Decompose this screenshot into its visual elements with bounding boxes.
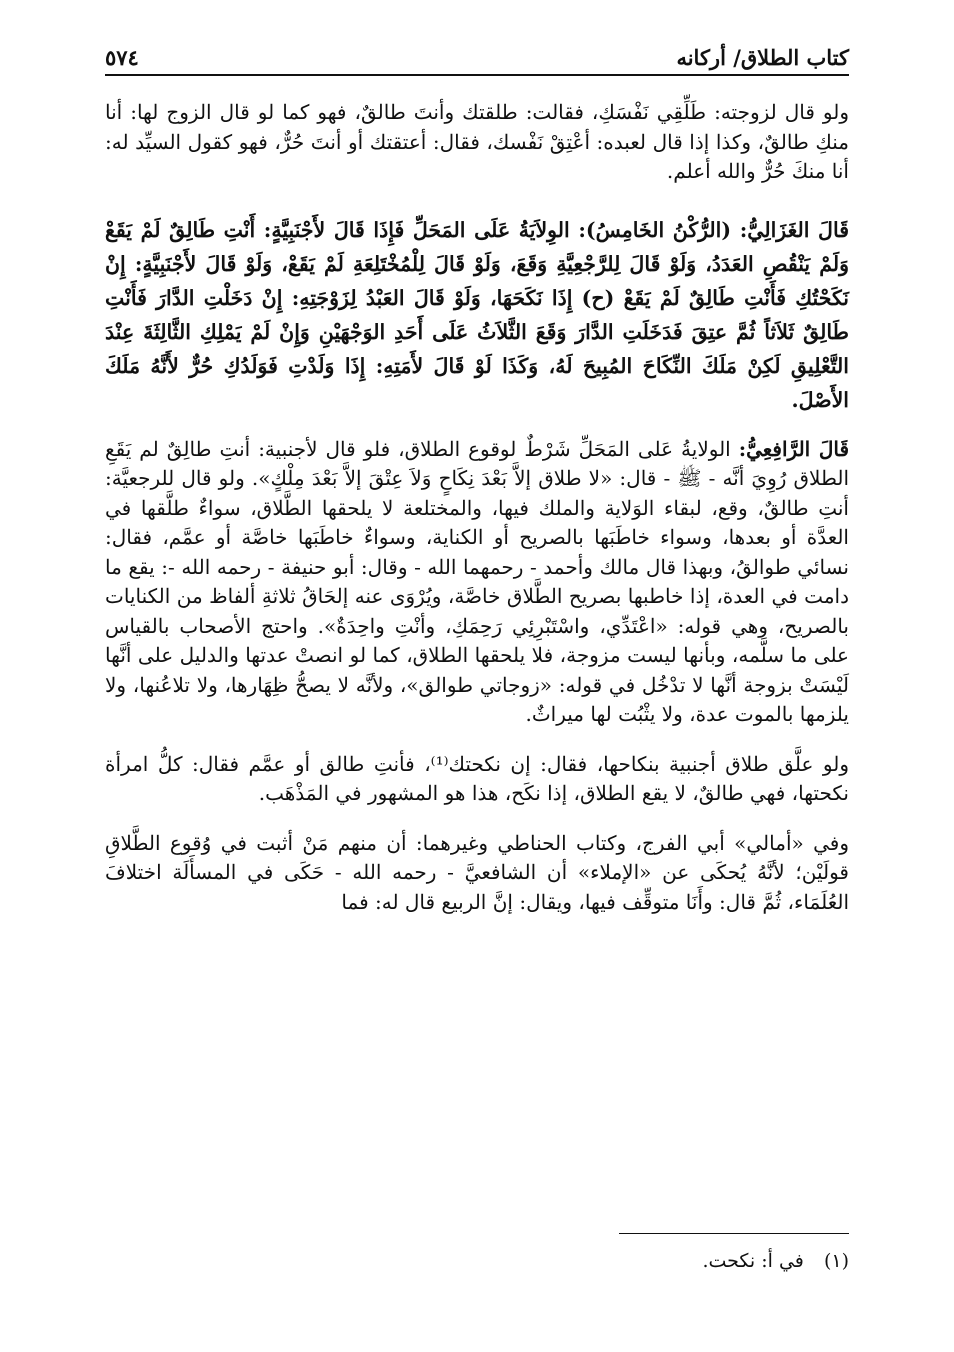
footnote-text: في أ: نكحت. <box>702 1250 804 1272</box>
paragraph-text: (الرُّكْنُ الخَامِسُ): الوِلاَيَةُ عَلَى المَحَلِّ فَإِذَا قَالَ لأَجْنَبِيَّةٍ: أَنْتِ طَالِقٌ لَمْ يَقَعْ وَلَمْ يَنْقُصِ العَدَدُ، وَلَوْ قَالَ لِلرَّجْعِيَّةِ وَقَعَ، وَلَوْ قَالَ لِلْمُخْتَلِعَةِ لَمْ يَقَعْ، وَلَوْ قَالَ لأَجْنَبِيَّةٍ: إِنْ نَكَحْتُكِ فَأَنْتِ طَالِقٌ لَمْ يَقَعْ (ح) إِذَا نَكَحَهَا، وَلَوْ قَالَ العَبْدُ لِزَوْجَتِهِ: إِنْ دَخَلْتِ الدَّارَ فَأَنْتِ طَالِقٌ ثَلاَثاً ثُمَّ عتِقَ فَدَخَلَتِ الدَّارَ وَقَعَ الثَّلاَثُ عَلَى أَحَدِ الوَجْهَيْنِ وَإِنْ لَمْ يَمْلِكِ الثَّالِثَةَ عِنْدَ التَّعْلِيقِ لَكِنْ مَلَكَ النِّكَاحَ المُبِيحَ لَهُ، وَكَذَا لَوْ قَالَ لأَمَتِهِ: إِذَا وَلَدْتِ فَوَلَدُكِ حُرٌّ لأَنَّهُ مَلَكَ الأَصْلَ. <box>105 217 849 412</box>
page-header <box>105 30 849 76</box>
paragraph-rafii <box>105 435 849 730</box>
footnote <box>105 1250 849 1272</box>
paragraph-ghazali <box>105 213 849 417</box>
paragraph-text: ولو قال لزوجته: طَلِّقِي نَفْسَكِ، فقالت: طلقتك وأنتَ طالقٌ، فهو كما لو قال الزوج لها: أنا منكِ طالقٌ، وكذا إذا قال لعبده: أعْتِقْ نَفْسك، فقال: أعتقتك أو أنتَ حُرٌّ، فهو كقول السيِّد له: أنا منكَ حُرٌّ والله أعلم. <box>105 100 849 183</box>
paragraph-lead: قَالَ الرَّافِعِيُّ: <box>738 436 850 461</box>
page-body <box>105 98 849 917</box>
paragraph-text: الولايةُ عَلى المَحَلِّ شَرْطٌ لوقوع الطلاق، فلو قال لأجنبية: أنتِ طالِقٌ لم يَقَعِ الطلاق رُوِيَ أنَّه - ﷺ - قال: «لا طلاق إلاَّ بَعْدَ نِكَاحٍ وَلاَ عِتْقَ إلاَّ بَعْدَ مِلْكٍ». ولو قال للرجعيَّة: أنتِ طالقٌ، وقع، لبقاء الوَلاية والملك فيها، والمختلعة لا يلحقها الطَّلاق، سواءٌ طلَّقها في العدَّة أو بعدها، وسواء خاطَبَها بالصريح أو الكناية، وسواءٌ خاطَبَها خاصَّة أو عمَّم، فقال: نسائي طوالقُ، وبهذا قال مالك وأحمد - رحمهما الله - وقال: أبو حنيفة - رحمه الله -: يقع ما دامت في العدة، إذا خاطبها بصريح الطَّلاق خاصَّة، ويُرْوَى عنه إلحَاقُ ثلاثةِ ألفاظ من الكنايات بالصريح، وهي قوله: «اعْتَدِّي، واسْتَبْرِئِي رَحِمَكِ، وأنْتِ واحِدَةٌ». واحتج الأصحاب بالقياس على ما سلَّمه، وبأنها ليست مزوجة، فلا يلحقها الطلاق، كما لو انصتْ عدتها والدليل على أنَّها لَيْسَتْ بزوجة أنَّها لا تدْخُل في قوله: «زوجاتي طوالق»، ولأنَّه لا يصحُّ ظِهَارها، ولا تلاعُنها، ولا يلزمها بالموت عدة، ولا يثْبُت لها ميراثٌ. <box>105 436 849 726</box>
paragraph-text: وفي «أمالي» أبي الفرج، وكتاب الحناطي وغيرهما: أن منهم مَنْ أثبت في وُقوع الطَّلاقِ قولَيْن؛ لأنَّهُ يُحكَى عن «الإملاء» أن الشافعيَّ - رحمه الله - حَكَى في المسأَلَة اختلافَ العُلَمَاء، ثُمَّ قال: وأَنَا متوقِّف فيها، ويقال: إنَّ الربيع قال له: فما <box>105 830 849 914</box>
paragraph-lead: قَالَ الغَزَالِيُّ: <box>739 217 849 242</box>
paragraph-4 <box>105 750 849 809</box>
page-number: ٥٧٤ <box>105 45 139 70</box>
footnote-number: (١) <box>823 1250 849 1272</box>
paragraph-1 <box>105 98 849 187</box>
paragraph-text: ولو علَّق طلاق أجنبية بنكاحها، فقال: إن نكحتك⁽¹⁾، فأنتِ طالق أو عمَّم فقال: كلُّ امرأة نكحتها، فهي طالقٌ، لا يقع الطلاق، إذا نكَح، هذا هو المشهور في المَذْهَب. <box>105 751 849 805</box>
footnote-divider <box>619 1233 849 1234</box>
running-title: كتاب الطلاق/ أركانه <box>676 45 849 70</box>
paragraph-5 <box>105 829 849 918</box>
